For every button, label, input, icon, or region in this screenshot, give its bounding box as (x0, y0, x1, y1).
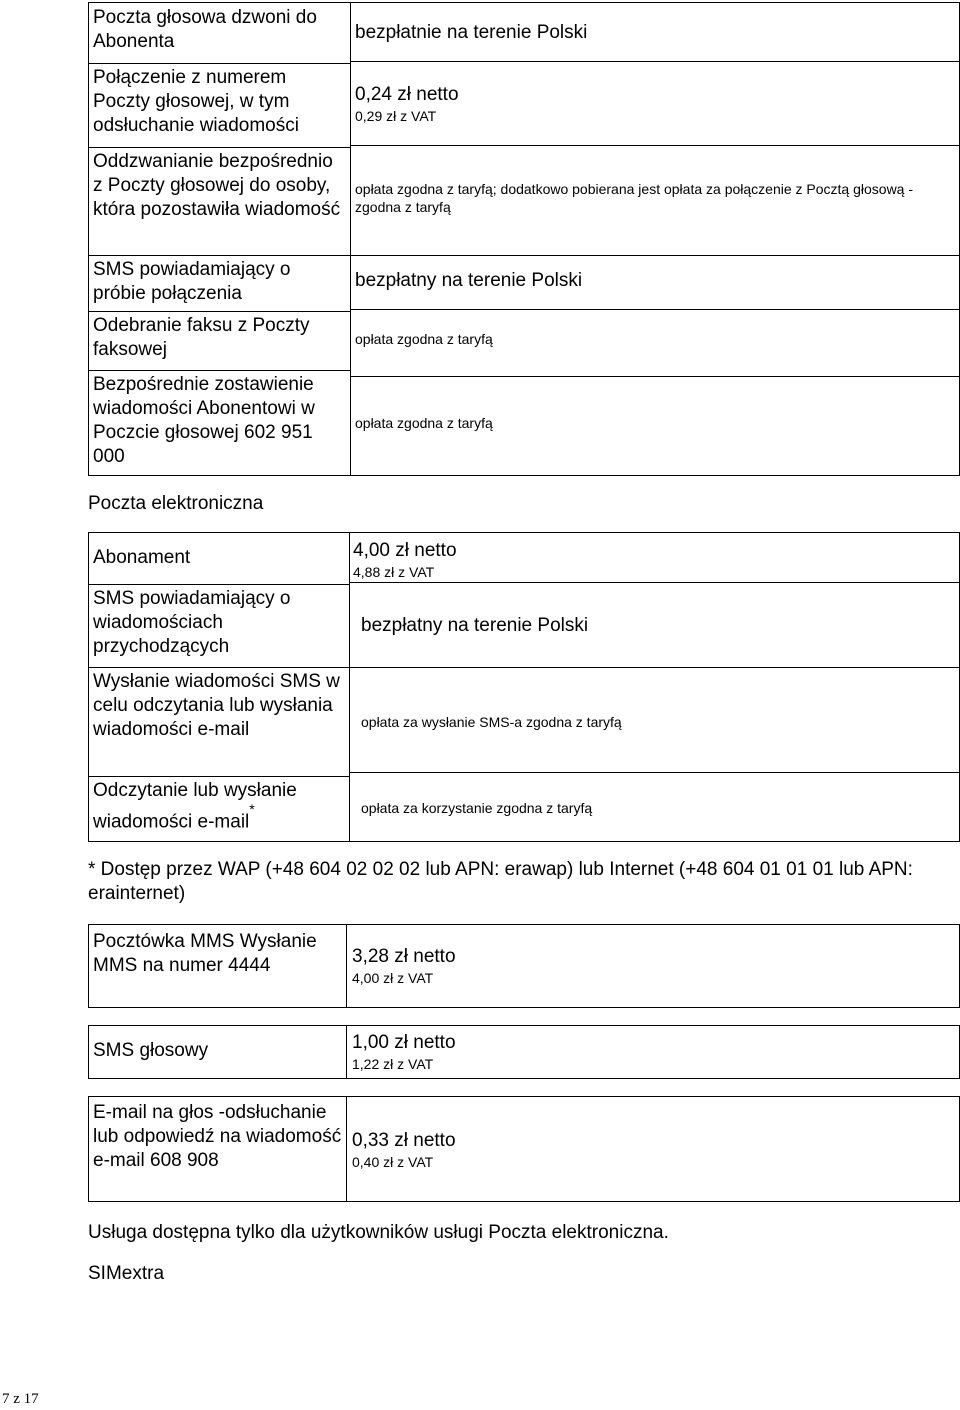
mms-postcard-service (89, 925, 346, 1007)
mms-postcard-price-vat: 4,00 zł z VAT (352, 970, 434, 986)
service-label: SMS powiadamiający o próbie połączenia (93, 259, 291, 304)
service-label: Połączenie z numerem Poczty głosowej, w tym odsłuchanie wiadomości (93, 67, 299, 136)
voice-row-3-service (89, 147, 351, 255)
email-to-voice-price-net: 0,33 zł netto (352, 1130, 456, 1151)
service-label: Bezpośrednie zostawienie wiadomości Abonentowi w Poczcie głosowej 602 951 000 (93, 374, 315, 467)
page-number: 7 z 17 (2, 1391, 39, 1407)
availability-note: Usługa dostępna tylko dla użytkowników usługi Poczta elektroniczna. (88, 1222, 669, 1243)
voice-row-2-price-net: 0,24 zł netto (355, 84, 459, 105)
email-row-2-price: bezpłatny na terenie Polski (361, 615, 589, 636)
access-footnote: * Dostęp przez WAP (+48 604 02 02 02 lub APN: erawap) lub Internet (+48 604 01 01 01 lub APN: erainternet) (88, 859, 913, 904)
voice-sms-service (89, 1026, 346, 1078)
voice-mail-table (88, 2, 960, 476)
footnote-mark: * (249, 801, 255, 817)
email-to-voice-price-vat: 0,40 zł z VAT (352, 1154, 434, 1170)
email-to-voice-service (89, 1097, 346, 1201)
service-label: E-mail na głos -odsłuchanie lub odpowiedź na wiadomość e-mail 608 908 (93, 1102, 342, 1171)
voice-row-4-service (89, 255, 351, 311)
service-label: SMS głosowy (93, 1040, 209, 1061)
voice-sms-table (88, 1025, 960, 1079)
voice-row-6-service (89, 370, 351, 474)
voice-sms-price-net: 1,00 zł netto (352, 1032, 456, 1053)
email-row-3-note: opłata za wysłanie SMS-a zgodna z taryfą (361, 714, 622, 730)
voice-row-5-service (89, 311, 351, 370)
service-label: SMS powiadamiający o wiadomościach przychodzących (93, 588, 291, 657)
email-row-2-service (89, 584, 350, 667)
voice-sms-price-vat: 1,22 zł z VAT (352, 1056, 434, 1072)
email-row-1-price-net: 4,00 zł netto (353, 540, 457, 561)
service-label: Odczytanie lub wysłanie wiadomości e-mail (93, 780, 297, 833)
voice-row-1-service (89, 3, 351, 63)
voice-row-3-note: opłata zgodna z taryfą; dodatkowo pobierana jest opłata za połączenie z Pocztą głosową - zgodna z taryfą (355, 181, 914, 215)
service-label: Oddzwanianie bezpośrednio z Poczty głosowej do osoby, która pozostawiła wiadomość (93, 151, 341, 220)
email-row-4-note: opłata za korzystanie zgodna z taryfą (361, 800, 593, 816)
service-label: Odebranie faksu z Poczty faksowej (93, 315, 310, 360)
service-label: Wysłanie wiadomości SMS w celu odczytania lub wysłania wiadomości e-mail (93, 671, 340, 740)
email-table (88, 532, 960, 842)
voice-row-6-note: opłata zgodna z taryfą (355, 415, 493, 431)
mms-postcard-price-net: 3,28 zł netto (352, 946, 456, 967)
simextra-label: SIMextra (88, 1263, 165, 1284)
voice-row-4-price: bezpłatny na terenie Polski (355, 270, 583, 291)
email-row-1-price-vat: 4,88 zł z VAT (353, 564, 435, 580)
service-label: Pocztówka MMS Wysłanie MMS na numer 4444 (93, 931, 317, 976)
email-row-1-service (89, 533, 350, 584)
voice-row-5-note: opłata zgodna z taryfą (355, 331, 493, 347)
mms-postcard-table (88, 924, 960, 1008)
voice-row-1-price: bezpłatnie na terenie Polski (355, 22, 588, 43)
service-label: Abonament (93, 547, 191, 568)
email-to-voice-table (88, 1096, 960, 1202)
voice-row-2-price-vat: 0,29 zł z VAT (355, 108, 437, 124)
email-row-4-service (89, 776, 350, 840)
email-row-3-service (89, 667, 350, 776)
service-label: Poczta głosowa dzwoni do Abonenta (93, 7, 317, 52)
email-section-heading: Poczta elektroniczna (88, 493, 264, 514)
voice-row-2-service (89, 63, 351, 147)
